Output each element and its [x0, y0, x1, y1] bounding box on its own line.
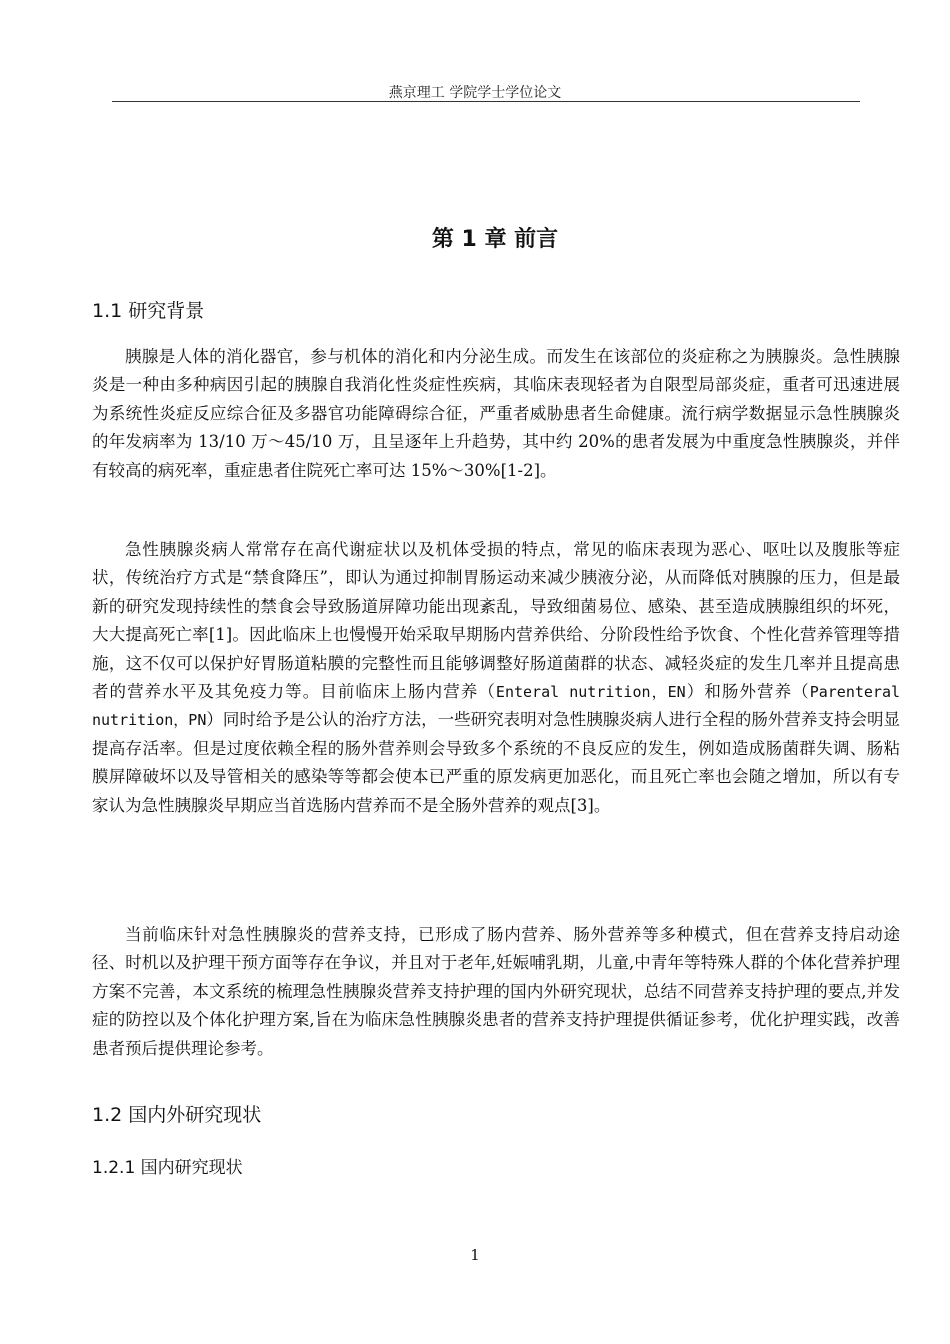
paragraph-background-2: [92, 536, 900, 820]
header-divider: [112, 101, 860, 102]
running-header: 燕京理工 学院学士学位论文: [388, 85, 562, 101]
paragraph-text-segment: 急性胰腺炎病人常常存在高代谢症状以及机体受损的特点，常见的临床表现为恶心、呕吐以及腹胀等症状，传统治疗方式是“禁食降压”，即认为通过抑制胃肠运动来减少胰液分泌，从而降低对胰腺的压力，但是最新的研究发现持续性的禁食会导致肠道屏障功能出现紊乱，导致细菌易位、感染、甚至造成胰腺组织的坏死，大大提高死亡率[1]。因此临床上也慢慢开始采取早期肠内营养供给、分阶段性给予饮食、个性化营养管理等措施，这不仅可以保护好胃肠道粘膜的完整性而且能够调整好肠道菌群的状态、减轻炎症的发生几率并且提高患者的营养水平及其免疫力等。目前临床上肠内营养（: [92, 540, 900, 702]
subsection-heading-1-2-1: 1.2.1 国内研究现状: [92, 1158, 243, 1178]
section-heading-1-1: 1.1 研究背景: [92, 300, 205, 322]
section-heading-1-2: 1.2 国内外研究现状: [92, 1104, 262, 1126]
paragraph-text-segment: ）同时给予是公认的治疗方法，一些研究表明对急性胰腺炎病人进行全程的肠外营养支持会明显提高存活率。但是过度依赖全程的肠外营养则会导致多个系统的不良反应的发生，例如造成肠菌群失调、肠粘膜屏障破坏以及导管相关的感染等等都会使本已严重的原发病更加恶化，而且死亡率也会随之增加，所以有专家认为急性胰腺炎早期应当首选肠内营养而不是全肠外营养的观点[3]。: [92, 710, 901, 815]
paragraph-term-en: Enteral nutrition，EN: [495, 683, 686, 702]
chapter-title: 第 1 章 前言: [431, 227, 559, 252]
page-number: 1: [470, 1246, 480, 1264]
paragraph-text-segment: ）和肠外营养（: [685, 682, 810, 702]
paragraph-term-pn: Parenteral nutrition，PN: [92, 683, 901, 730]
paragraph-background-1: 胰腺是人体的消化器官，参与机体的消化和内分泌生成。而发生在该部位的炎症称之为胰腺炎。急性胰腺炎是一种由多种病因引起的胰腺自我消化性炎症性疾病，其临床表现轻者为自限型局部炎症，重者可迅速进展为系统性炎症反应综合征及多器官功能障碍综合征，严重者威胁患者生命健康。流行病学数据显示急性胰腺炎的年发病率为 13/10 万～45/10 万，且呈逐年上升趋势，其中约 20%的患者发展为中重度急性胰腺炎，并伴有较高的病死率，重症患者住院死亡率可达 15%～30%[1-2]。: [92, 347, 900, 480]
paragraph-background-3: 当前临床针对急性胰腺炎的营养支持，已形成了肠内营养、肠外营养等多种模式，但在营养支持启动途径、时机以及护理干预方面等存在争议，并且对于老年,妊娠哺乳期，儿童,中青年等特殊人群的个体化营养护理方案不完善，本文系统的梳理急性胰腺炎营养支持护理的国内外研究现状，总结不同营养支持护理的要点,并发症的防控以及个体化护理方案,旨在为临床急性胰腺炎患者的营养支持护理提供循证参考，优化护理实践，改善患者预后提供理论参考。: [92, 925, 900, 1058]
